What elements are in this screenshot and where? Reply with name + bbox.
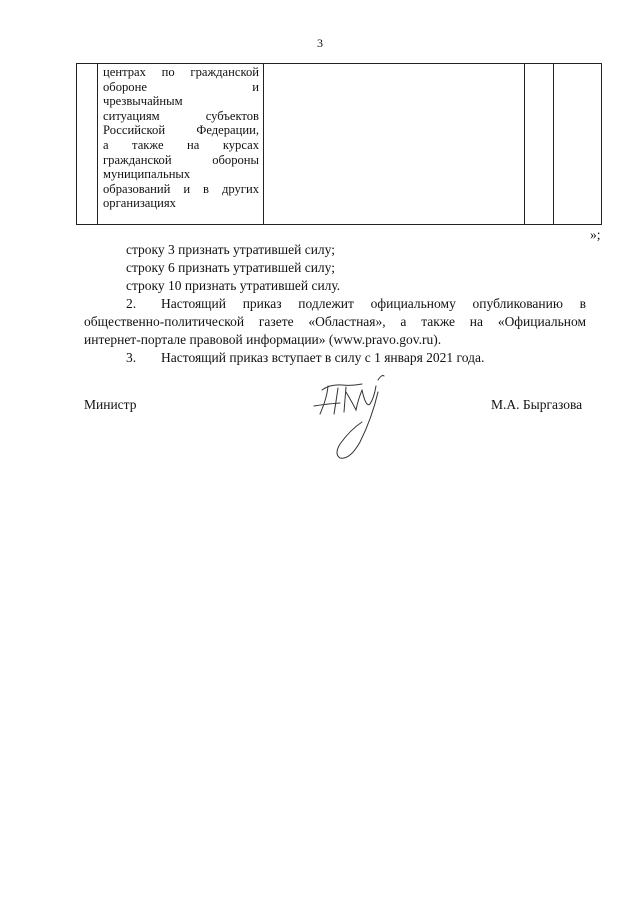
cell-line: ситуациям субъектов — [103, 108, 259, 123]
paragraph-3 — [126, 350, 484, 366]
cell-line: центрах по гражданской — [103, 65, 259, 79]
cell-line: муниципальных — [103, 167, 191, 182]
signatory-name: М.А. Быргазова — [491, 397, 583, 412]
paragraph-text: Настоящий приказ подлежит официальному опубликованию в — [161, 296, 586, 311]
table-row — [77, 64, 602, 225]
handwritten-signature — [300, 372, 410, 467]
paragraph-2-line: интернет-портале правовой информации» (www.pravo.gov.ru). — [84, 332, 442, 347]
paragraph-2-first-line — [126, 296, 586, 312]
table-cell-description — [98, 64, 264, 225]
cell-line: гражданской обороны — [103, 152, 259, 167]
cell-line: организациях — [103, 196, 176, 211]
cell-line: обороне и — [103, 79, 259, 94]
paragraph-number: 2. — [126, 296, 137, 311]
text-line: строку 6 признать утратившей силу; — [126, 260, 335, 275]
signatory-position: Министр — [84, 397, 137, 412]
table-cell-number — [77, 64, 98, 225]
cell-text — [98, 64, 263, 211]
cell-line: образований и в других — [103, 181, 259, 196]
table-cell-empty — [554, 64, 602, 225]
document-table — [76, 63, 602, 225]
text-line: строку 3 признать утратившей силу; — [126, 242, 335, 257]
closing-quote-mark: »; — [590, 227, 601, 242]
table-cell-empty — [264, 64, 525, 225]
table-cell-empty — [525, 64, 554, 225]
cell-line: а также на курсах — [103, 137, 259, 152]
paragraph-2-line: общественно-политической газете «Областная», а также на «Официальном — [84, 314, 586, 329]
text-line: строку 10 признать утратившей силу. — [126, 278, 341, 293]
cell-line: Российской Федерации, — [103, 123, 259, 138]
paragraph-text: Настоящий приказ вступает в силу с 1 января 2021 года. — [161, 350, 485, 365]
cell-line: чрезвычайным — [103, 94, 183, 109]
page-number: 3 — [317, 36, 323, 50]
paragraph-number: 3. — [126, 350, 137, 365]
